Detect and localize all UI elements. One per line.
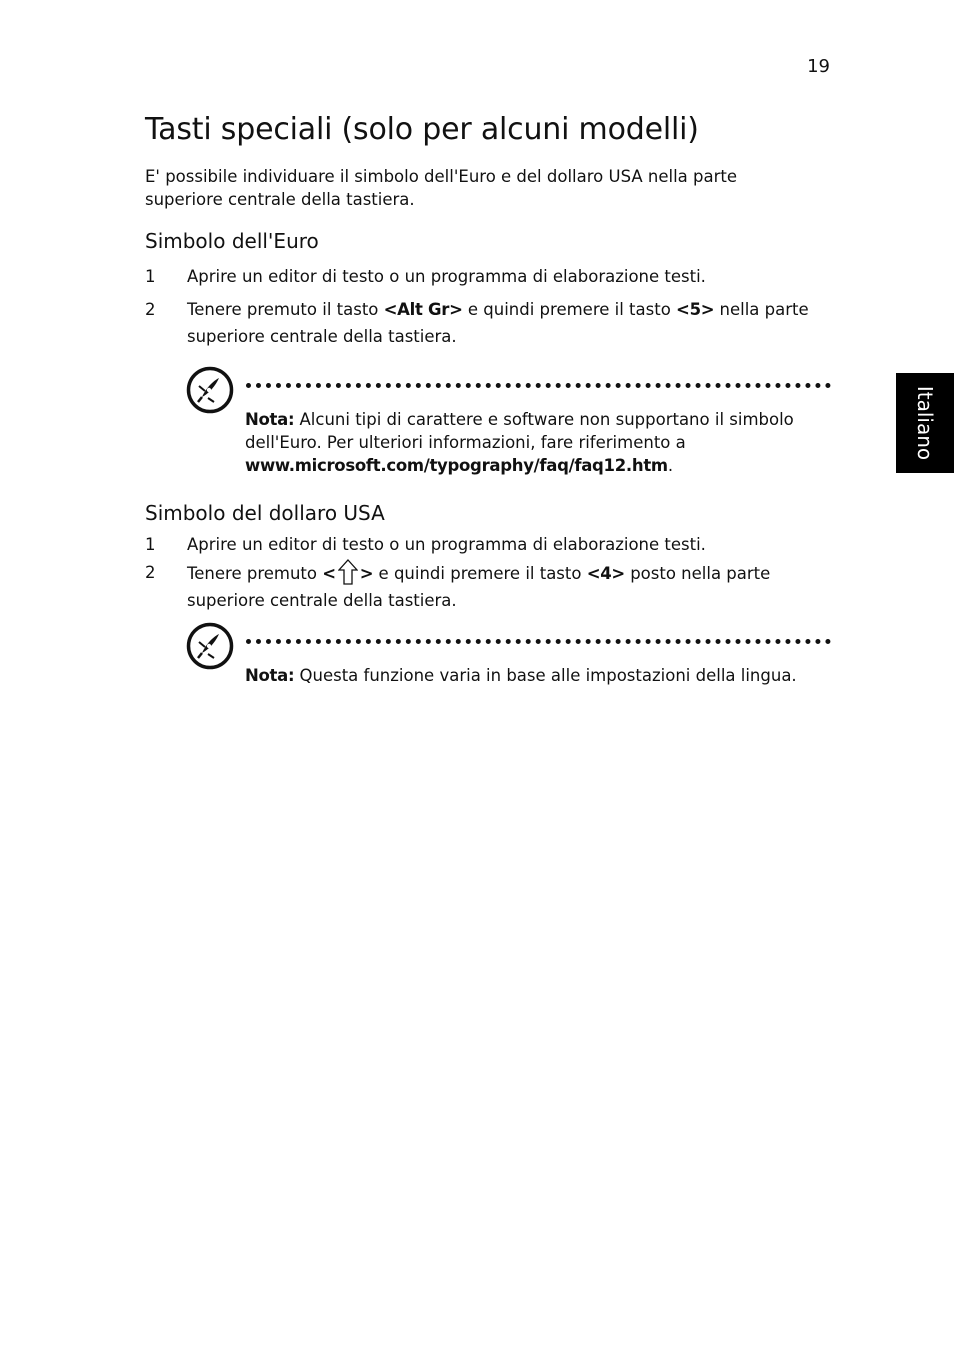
language-side-tab-label: Italiano <box>913 385 937 461</box>
step-text-part: Tenere premuto il tasto <box>187 300 384 319</box>
euro-section-heading: Simbolo dell'Euro <box>145 229 319 253</box>
step-number: 2 <box>145 563 156 582</box>
step-number: 2 <box>145 300 156 319</box>
note-label: Nota: <box>245 410 295 429</box>
shift-key-close: > <box>359 564 374 583</box>
step-text <box>187 296 835 350</box>
five-key: <5> <box>676 300 715 319</box>
dollar-step-2 <box>145 559 835 614</box>
dollar-section-heading: Simbolo del dollaro USA <box>145 501 385 525</box>
alt-gr-key: <Alt Gr> <box>383 300 463 319</box>
step-text-part: e quindi premere il tasto <box>373 564 587 583</box>
four-key: <4> <box>586 564 625 583</box>
note-pen-icon <box>186 366 234 414</box>
step-number: 1 <box>145 535 156 554</box>
note-label: Nota: <box>245 666 295 685</box>
microsoft-url: www.microsoft.com/typography/faq/faq12.htm <box>245 456 668 475</box>
language-side-tab <box>896 373 954 473</box>
note-end: . <box>667 456 674 475</box>
step-text-part: Tenere premuto <box>187 564 323 583</box>
step-number: 1 <box>145 267 156 286</box>
note-body: Questa funzione varia in base alle impostazioni della lingua. <box>294 666 797 685</box>
euro-step-1 <box>145 263 835 290</box>
step-text: Aprire un editor di testo o un programma di elaborazione testi. <box>187 535 706 554</box>
intro-paragraph: E' possibile individuare il simbolo dell'Euro e del dollaro USA nella parte superiore centrale della tastiera. <box>145 167 738 209</box>
step-text: Aprire un editor di testo o un programma di elaborazione testi. <box>187 267 706 286</box>
dollar-step-1 <box>145 531 835 558</box>
page-number: 19 <box>807 56 830 77</box>
note-pen-icon <box>186 622 234 670</box>
euro-note <box>245 408 835 477</box>
dollar-note <box>245 664 835 687</box>
shift-arrow-icon <box>338 559 358 585</box>
step-text-part: e quindi premere il tasto <box>462 300 677 319</box>
note-body: Alcuni tipi di carattere e software non supportano il simbolo dell'Euro. Per ulteriori informazioni, fare riferimento a <box>245 410 794 452</box>
note-divider <box>246 383 831 393</box>
step-text <box>187 559 835 614</box>
step-text-part: nella parte superiore centrale della tastiera. <box>187 300 809 346</box>
page-title: Tasti speciali (solo per alcuni modelli) <box>145 112 699 147</box>
note-divider <box>246 639 831 649</box>
shift-key-open: < <box>322 564 336 583</box>
step-text-part: posto nella parte superiore centrale della tastiera. <box>187 564 771 610</box>
euro-step-2 <box>145 296 835 350</box>
